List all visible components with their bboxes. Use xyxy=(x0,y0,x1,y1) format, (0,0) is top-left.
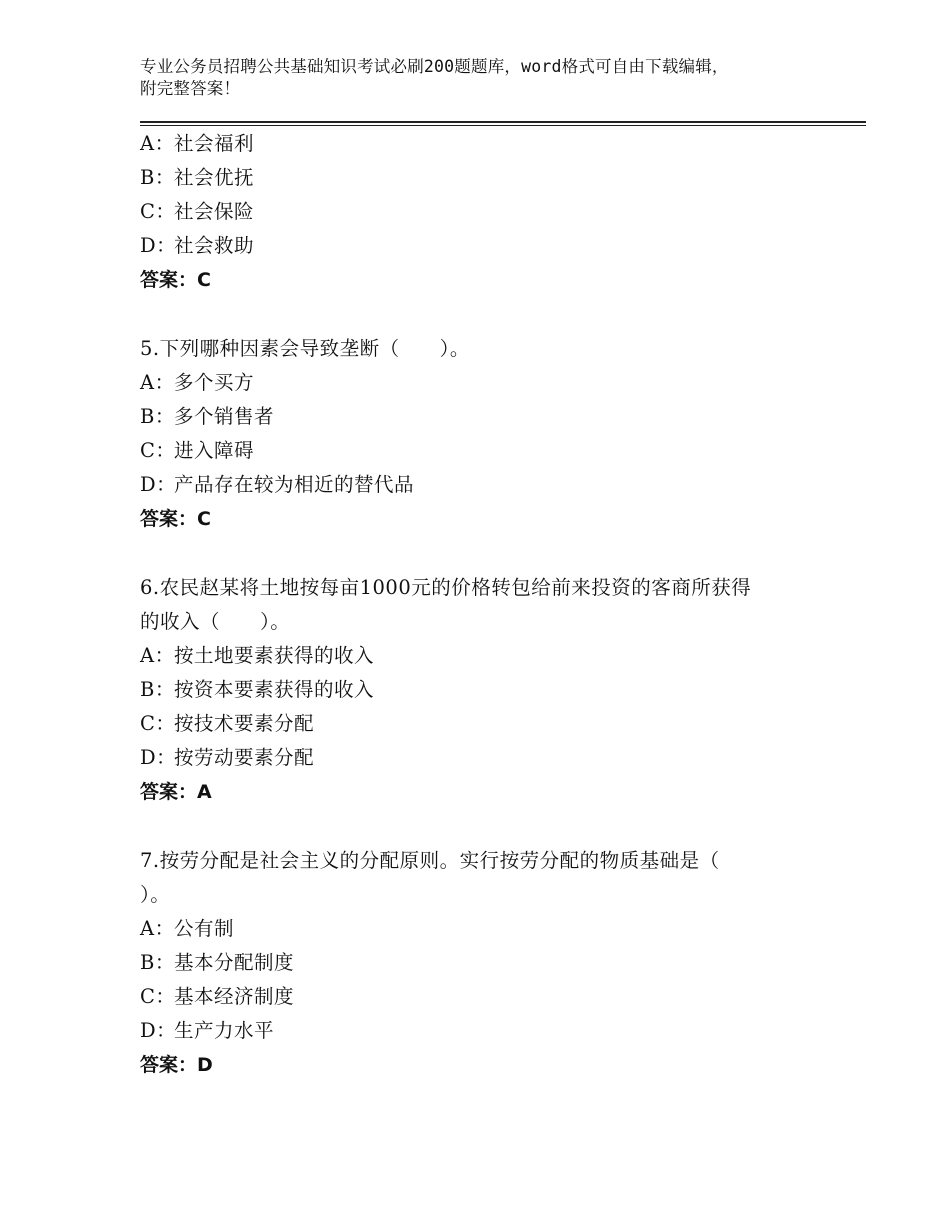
option-d: D：社会救助 xyxy=(140,234,255,257)
answer-label: 答案：A xyxy=(140,781,212,803)
header-divider-thin xyxy=(140,125,866,126)
answer-label: 答案：C xyxy=(140,269,211,291)
document-header xyxy=(140,56,840,100)
answer-label: 答案：D xyxy=(140,1054,213,1076)
option-d: D：产品存在较为相近的替代品 xyxy=(140,473,415,496)
option-c: C：进入障碍 xyxy=(140,439,255,462)
answer-label: 答案：C xyxy=(140,508,211,530)
question-4 xyxy=(140,127,840,297)
option-c: C：基本经济制度 xyxy=(140,985,295,1008)
header-line-2: 附完整答案！ xyxy=(140,79,241,98)
option-b: B：社会优抚 xyxy=(140,166,255,189)
question-text: 5.下列哪种因素会导致垄断（ ）。 xyxy=(140,337,470,360)
option-a: A：按土地要素获得的收入 xyxy=(140,644,375,667)
question-text-line-2: ）。 xyxy=(140,883,171,906)
option-b: B：按资本要素获得的收入 xyxy=(140,678,375,701)
option-d: D：生产力水平 xyxy=(140,1019,275,1042)
question-7 xyxy=(140,844,840,1082)
option-b: B：基本分配制度 xyxy=(140,951,295,974)
question-6 xyxy=(140,571,840,809)
question-text-line-1: 6.农民赵某将土地按每亩1000元的价格转包给前来投资的客商所获得 xyxy=(140,576,752,599)
option-a: A：社会福利 xyxy=(140,132,255,155)
option-b: B：多个销售者 xyxy=(140,405,275,428)
header-divider-thick xyxy=(140,121,866,123)
question-list xyxy=(140,127,840,1082)
question-5 xyxy=(140,332,840,536)
option-d: D：按劳动要素分配 xyxy=(140,746,315,769)
option-c: C：按技术要素分配 xyxy=(140,712,315,735)
option-c: C：社会保险 xyxy=(140,200,255,223)
option-a: A：公有制 xyxy=(140,917,235,940)
header-line-1: 专业公务员招聘公共基础知识考试必刷200题题库，word格式可自由下载编辑， xyxy=(140,57,729,76)
question-text-line-2: 的收入（ ）。 xyxy=(140,610,291,633)
question-text-line-1: 7.按劳分配是社会主义的分配原则。实行按劳分配的物质基础是（ xyxy=(140,849,720,872)
option-a: A：多个买方 xyxy=(140,371,255,394)
